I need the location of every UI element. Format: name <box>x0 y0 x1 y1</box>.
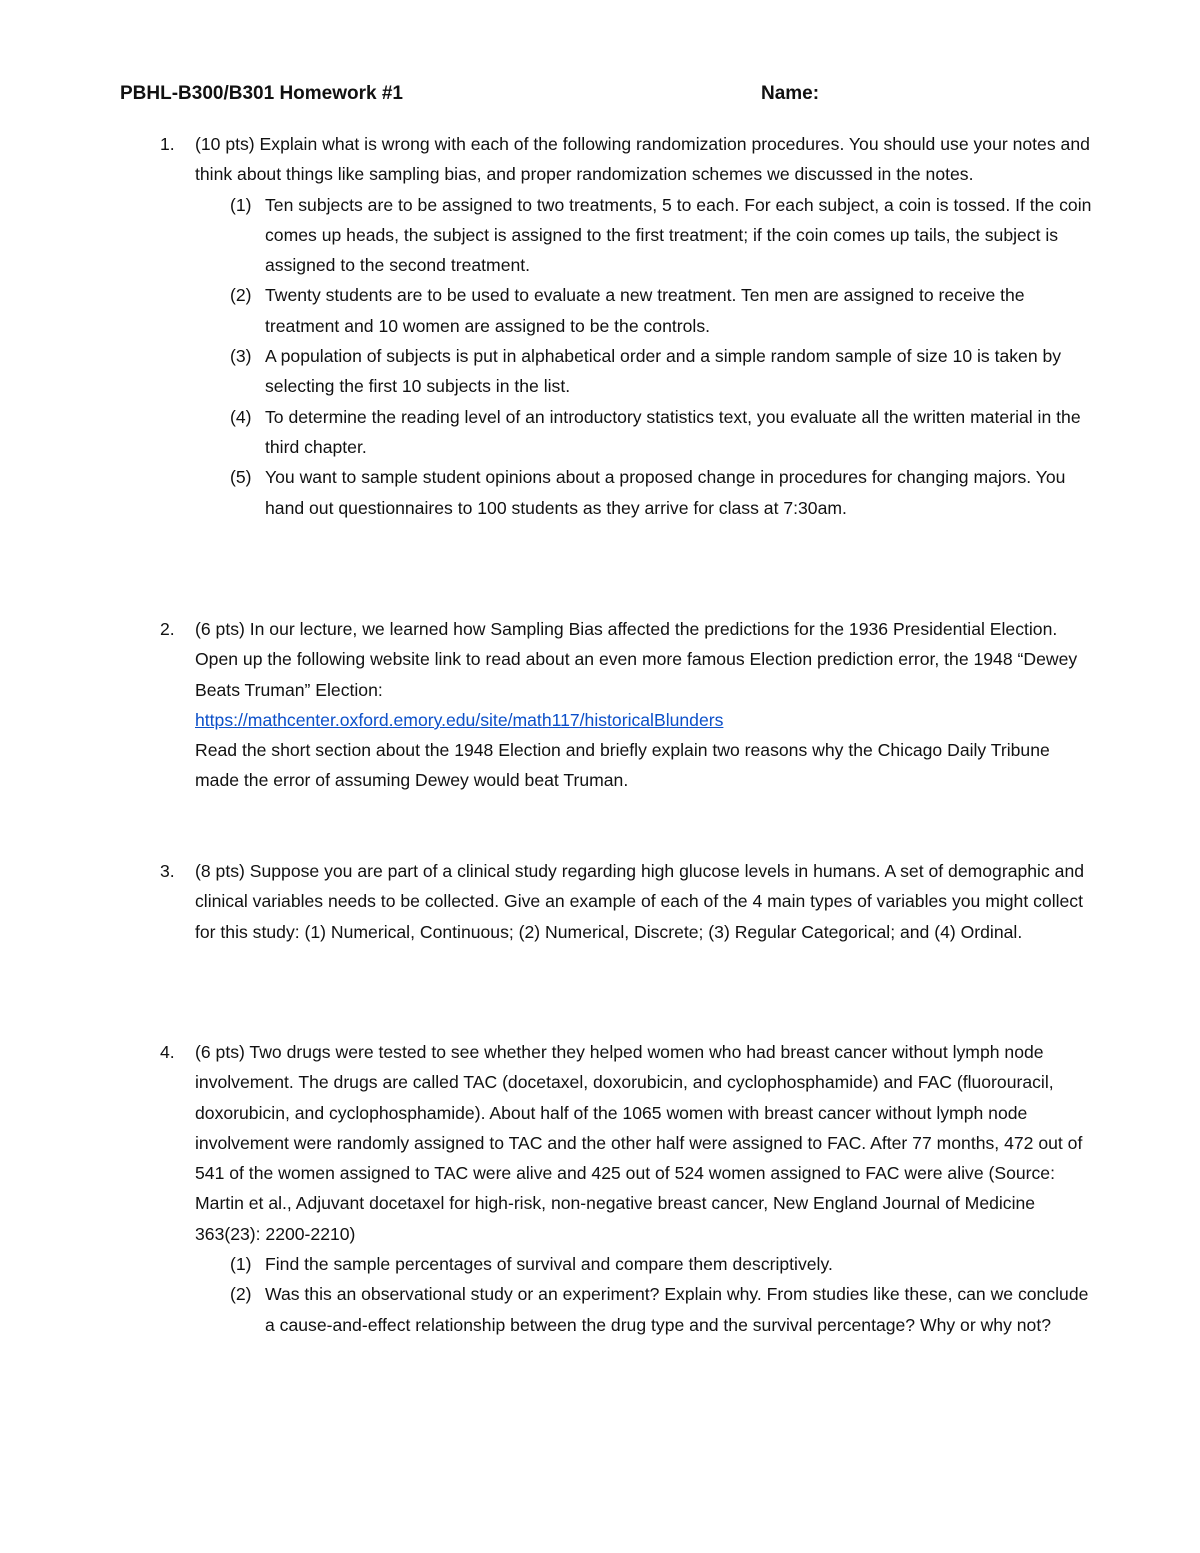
homework-title: PBHL-B300/B301 Homework #1 <box>120 83 403 104</box>
sub-item-number: (1) <box>230 1254 252 1275</box>
question-text: (6 pts) In our lecture, we learned how Sampling Bias affected the predictions for the 1936 Presidential Election. Open up the following website link to read about an even more famous Election prediction error, the 1948 “Dewey Beats Truman” Election: <box>195 619 1078 700</box>
sub-item <box>230 280 1092 341</box>
question-number: 4. <box>160 1042 175 1062</box>
historical-blunders-link[interactable]: https://mathcenter.oxford.emory.edu/site/math117/historicalBlunders <box>195 709 724 730</box>
question-text: (10 pts) Explain what is wrong with each of the following randomization procedures. You should use your notes and think about things like sampling bias, and proper randomization schemes we discussed in the notes. <box>195 134 1090 185</box>
question-4 <box>120 1037 1092 1340</box>
sub-item <box>230 190 1092 281</box>
question-2 <box>120 614 1092 796</box>
sub-item <box>230 1279 1092 1340</box>
question-3 <box>120 856 1092 947</box>
sub-item-text: Find the sample percentages of survival and compare them descriptively. <box>265 1254 833 1275</box>
sub-item <box>230 1249 1092 1279</box>
document-header <box>120 79 1080 109</box>
question-text: (6 pts) Two drugs were tested to see whether they helped women who had breast cancer without lymph node involvement. The drugs are called TAC (docetaxel, doxorubicin, and cyclophosphamide) and FAC (fluorouracil, doxorubicin, and cyclophosphamide). About half of the 1065 women with breast cancer without lymph node involvement were randomly assigned to TAC and the other half were assigned to FAC. After 77 months, 472 out of 541 of the women assigned to TAC were alive and 425 out of 524 women assigned to FAC were alive (Source: Martin et al., Adjuvant docetaxel for high-risk, non-negative breast cancer, New England Journal of Medicine 363(23): 2200-2210) <box>195 1042 1083 1244</box>
sub-item-number: (5) <box>230 467 252 488</box>
sub-item-text: Was this an observational study or an experiment? Explain why. From studies like these, can we conclude a cause-and-effect relationship between the drug type and the survival percentage? Why or why not? <box>265 1284 1089 1335</box>
question-number: 3. <box>160 861 175 881</box>
sub-item-number: (3) <box>230 346 252 367</box>
question-1 <box>120 129 1092 523</box>
sub-item-text: You want to sample student opinions about a proposed change in procedures for changing majors. You hand out questionnaires to 100 students as they arrive for class at 7:30am. <box>265 467 1066 518</box>
sub-item-number: (4) <box>230 406 252 427</box>
sub-item <box>230 402 1092 463</box>
sub-item-number: (2) <box>230 1284 252 1305</box>
question-text: (8 pts) Suppose you are part of a clinical study regarding high glucose levels in humans. A set of demographic and clinical variables needs to be collected. Give an example of each of the 4 main types of variables you might collect for this study: (1) Numerical, Continuous; (2) Numerical, Discrete; (3) Regular Categorical; and (4) Ordinal. <box>195 861 1085 942</box>
sub-item <box>230 341 1092 402</box>
sub-item <box>230 462 1092 523</box>
sub-item-text: A population of subjects is put in alphabetical order and a simple random sample of size 10 is taken by selecting the first 10 subjects in the list. <box>265 346 1062 397</box>
sub-item-text: Ten subjects are to be assigned to two treatments, 5 to each. For each subject, a coin is tossed. If the coin comes up heads, the subject is assigned to the first treatment; if the coin comes up tails, the subject is assigned to the second treatment. <box>265 194 1092 276</box>
sub-item-text: To determine the reading level of an introductory statistics text, you evaluate all the written material in the third chapter. <box>265 406 1081 457</box>
sub-item-text: Twenty students are to be used to evaluate a new treatment. Ten men are assigned to receive the treatment and 10 women are assigned to be the controls. <box>265 285 1025 336</box>
sub-item-number: (2) <box>230 285 252 306</box>
question-number: 1. <box>160 134 175 154</box>
sub-item-number: (1) <box>230 194 252 215</box>
question-followup: Read the short section about the 1948 Election and briefly explain two reasons why the Chicago Daily Tribune made the error of assuming Dewey would beat Truman. <box>195 740 1050 791</box>
name-label: Name: <box>761 83 820 104</box>
question-number: 2. <box>160 619 175 639</box>
